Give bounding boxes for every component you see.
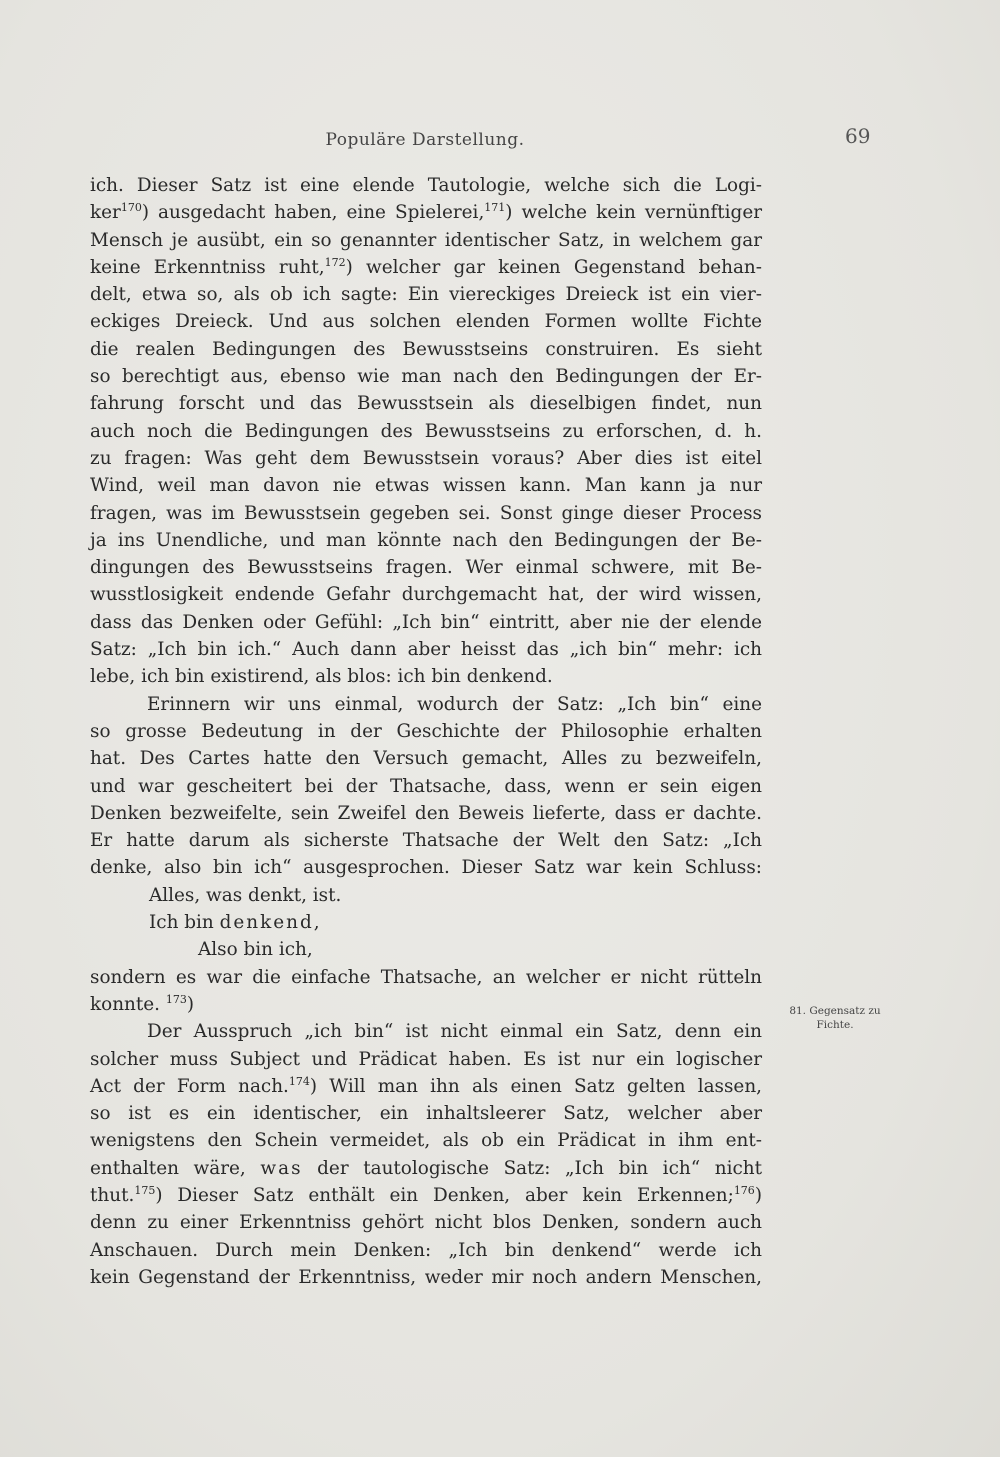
text-line: Er hatte darum als sicherste Thatsache der Welt den Satz: „Ich	[90, 830, 762, 852]
footnote-ref: 176	[733, 1183, 755, 1197]
text-line: Der Ausspruch „ich bin“ ist nicht einmal ein Satz, denn ein	[147, 1021, 762, 1043]
footnote-ref: 173	[165, 992, 187, 1006]
text-line: wusstlosigkeit endende Gefahr durchgemacht hat, der wird wissen,	[90, 584, 762, 606]
text-line: Satz: „Ich bin ich.“ Auch dann aber heisst das „ich bin“ mehr: ich	[90, 639, 762, 661]
text-line: enthalten wäre, was der tautologische Satz: „Ich bin ich“ nicht	[90, 1157, 762, 1179]
syllogism-line: Alles, was denkt, ist.	[149, 884, 342, 906]
text-line: ja ins Unendliche, und man könnte nach den Bedingungen der Be-	[90, 529, 762, 551]
footnote-ref: 172	[324, 255, 346, 269]
text-line: denke, also bin ich“ ausgesprochen. Dieser Satz war kein Schluss:	[90, 857, 762, 879]
text-line: wenigstens den Schein vermeidet, als ob ein Prädicat in ihm ent-	[90, 1130, 762, 1152]
text-line: keine Erkenntniss ruht,$^{172}$) welcher gar keinen Gegenstand behan-	[90, 255, 762, 278]
text-line: eckiges Dreieck. Und aus solchen elenden Formen wollte Fichte	[90, 311, 762, 333]
text-line: ker$^{170}$) ausgedacht haben, eine Spielerei,$^{171}$) welche kein vernünftiger	[90, 201, 763, 224]
margin-note-line: Fichte.	[816, 1019, 854, 1031]
running-header: Populäre Darstellung.	[325, 130, 525, 150]
text-line: fahrung forscht und das Bewusstsein als dieselbigen findet, nun	[90, 393, 762, 415]
margin-note-line: 81. Gegensatz zu	[789, 1005, 881, 1017]
text-line: konnte. $^{173}$)	[90, 992, 195, 1015]
syllogism-line: Ich bin denkend,	[149, 912, 320, 934]
text-line: hat. Des Cartes hatte den Versuch gemacht, Alles zu bezweifeln,	[90, 748, 762, 770]
text-line: solcher muss Subject und Prädicat haben. Es ist nur ein logischer	[90, 1048, 762, 1070]
margin-note	[775, 1004, 895, 1032]
text-line: Anschauen. Durch mein Denken: „Ich bin denkend“ werde ich	[90, 1239, 762, 1261]
text-line: Wind, weil man davon nie etwas wissen kann. Man kann ja nur	[90, 475, 762, 497]
text-line: so ist es ein identischer, ein inhaltsleerer Satz, welcher aber	[90, 1103, 762, 1125]
footnote-ref: 171	[484, 201, 506, 215]
text-line: Act der Form nach.$^{174}$) Will man ihn als einen Satz gelten lassen,	[90, 1074, 763, 1097]
text-line: lebe, ich bin existirend, als blos: ich bin denkend.	[90, 666, 553, 688]
text-line: delt, etwa so, als ob ich sagte: Ein viereckiges Dreieck ist ein vier-	[90, 284, 762, 306]
text-line: und war gescheitert bei der Thatsache, dass, wenn er sein eigen	[90, 775, 762, 797]
text-line: auch noch die Bedingungen des Bewusstseins zu erforschen, d. h.	[90, 420, 762, 442]
syllogism-line: Also bin ich,	[198, 939, 313, 961]
text-line: kein Gegenstand der Erkenntniss, weder mir noch andern Menschen,	[90, 1266, 762, 1288]
footnote-ref: 175	[134, 1183, 156, 1197]
text-line: Mensch je ausübt, ein so genannter identischer Satz, in welchem gar	[90, 229, 762, 251]
text-line: thut.$^{175}$) Dieser Satz enthält ein Denken, aber kein Erkennen;$^{176}$)	[90, 1183, 762, 1206]
text-line: ich. Dieser Satz ist eine elende Tautologie, welche sich die Logi-	[90, 175, 762, 196]
text-line: so berechtigt aus, ebenso wie man nach den Bedingungen der Er-	[90, 366, 762, 388]
text-line: dingungen des Bewusstseins fragen. Wer einmal schwere, mit Be-	[90, 557, 762, 579]
text-line: die realen Bedingungen des Bewusstseins construiren. Es sieht	[90, 338, 762, 360]
footnote-ref: 174	[288, 1074, 310, 1088]
text-line: Erinnern wir uns einmal, wodurch der Satz: „Ich bin“ eine	[147, 693, 762, 715]
text-line: Denken bezweifelte, sein Zweifel den Beweis lieferte, dass er dachte.	[90, 802, 762, 824]
text-line: denn zu einer Erkenntniss gehört nicht blos Denken, sondern auch	[90, 1212, 762, 1234]
text-line: zu fragen: Was geht dem Bewusstsein voraus? Aber dies ist eitel	[90, 447, 762, 469]
footnote-ref: 170	[120, 201, 142, 215]
page-number: 69	[845, 124, 871, 148]
text-line: so grosse Bedeutung in der Geschichte der Philosophie erhalten	[90, 720, 762, 742]
text-line: dass das Denken oder Gefühl: „Ich bin“ eintritt, aber nie der elende	[90, 611, 762, 633]
body-text	[90, 172, 762, 1291]
text-line: fragen, was im Bewusstsein gegeben sei. Sonst ginge dieser Process	[90, 502, 762, 524]
text-line: sondern es war die einfache Thatsache, an welcher er nicht rütteln	[90, 966, 762, 988]
